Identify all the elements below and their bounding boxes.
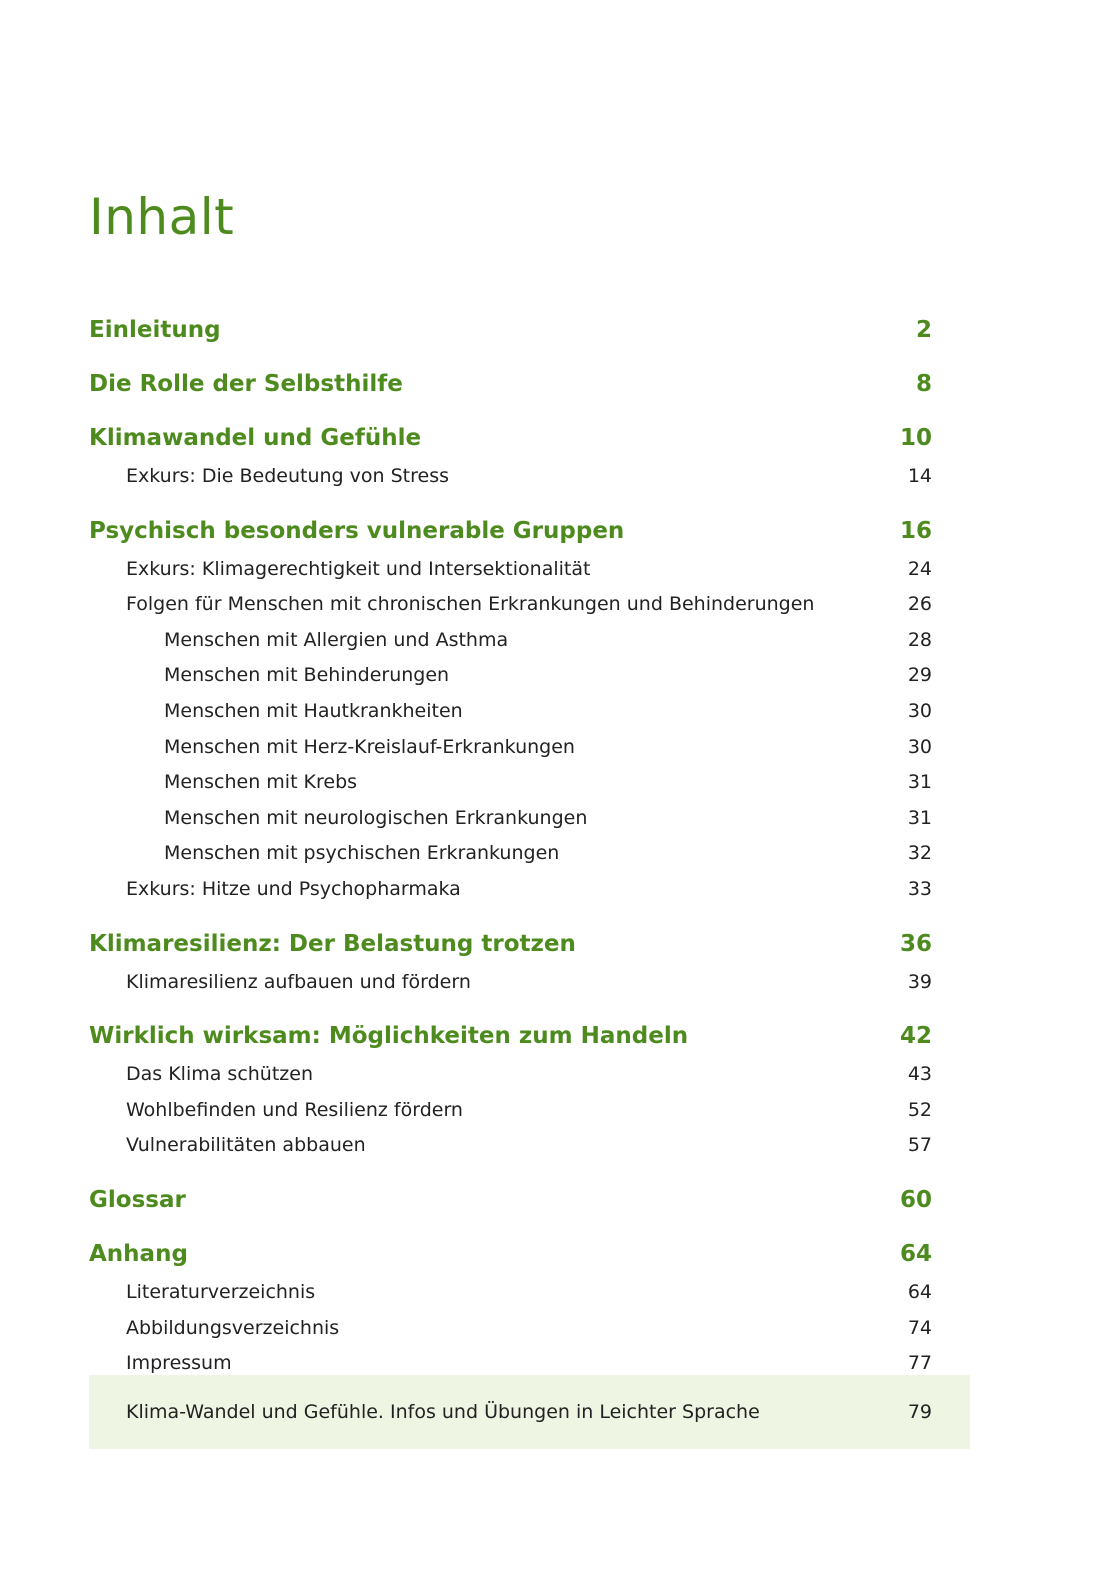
toc-subsubentry-neurologische-erkrankungen[interactable]: [89, 801, 932, 837]
page-title: Inhalt: [89, 188, 235, 246]
toc-entry-label: Literaturverzeichnis: [126, 1280, 316, 1303]
toc-entry-label: Exkurs: Die Bedeutung von Stress: [126, 465, 449, 487]
toc-entry-klimaresilienz[interactable]: [89, 927, 932, 962]
toc-entry-label: Menschen mit psychischen Erkrankungen: [164, 842, 560, 865]
toc-entry-label: Glossar: [89, 1186, 186, 1213]
toc-entry-page: 30: [907, 699, 932, 722]
toc-entry-page: 36: [899, 930, 932, 957]
toc-entry-page: 57: [907, 1134, 932, 1157]
toc-entry-page: 33: [907, 877, 932, 900]
toc-entry-label: Exkurs: Klimagerechtigkeit und Intersektionalität: [126, 557, 591, 580]
toc-entry-page: 28: [907, 628, 932, 651]
toc-entry-page: 31: [907, 806, 932, 829]
toc-entry-label: Klimaresilienz aufbauen und fördern: [126, 970, 471, 993]
toc-subsubentry-allergien-asthma[interactable]: [89, 623, 932, 659]
toc-entry-rolle-selbsthilfe[interactable]: [89, 367, 932, 402]
toc-subentry-abbildungsverzeichnis[interactable]: [89, 1311, 932, 1347]
toc-subentry-exkurs-stress[interactable]: [89, 459, 932, 495]
toc-subsubentry-herz-kreislauf[interactable]: [89, 730, 932, 766]
table-of-contents: [89, 313, 932, 1382]
toc-subsubentry-behinderungen[interactable]: [89, 658, 932, 694]
toc-entry-label: Die Rolle der Selbsthilfe: [89, 371, 403, 397]
toc-entry-page: 10: [899, 425, 932, 451]
toc-entry-klimawandel-gefuehle[interactable]: [89, 421, 932, 456]
toc-subentry-vulnerabilitaeten-abbauen[interactable]: [89, 1128, 932, 1164]
toc-entry-leichte-sprache[interactable]: [126, 1375, 932, 1449]
toc-subsubentry-hautkrankheiten[interactable]: [89, 694, 932, 730]
toc-entry-page: 16: [899, 517, 932, 544]
toc-entry-page: 42: [899, 1023, 932, 1050]
toc-subentry-klimaresilienz-aufbauen[interactable]: [89, 965, 932, 1001]
toc-entry-label: Exkurs: Hitze und Psychopharmaka: [126, 877, 461, 900]
toc-subentry-exkurs-hitze[interactable]: [89, 872, 932, 908]
toc-entry-label: Wirklich wirksam: Möglichkeiten zum Handeln: [89, 1023, 689, 1050]
toc-subentry-folgen-chronische-erkrankungen[interactable]: [89, 587, 932, 623]
toc-entry-label: Menschen mit Allergien und Asthma: [164, 628, 509, 651]
toc-entry-label: Anhang: [89, 1240, 188, 1267]
toc-subentry-klima-schuetzen[interactable]: [89, 1057, 932, 1093]
toc-entry-page: 64: [907, 1280, 932, 1303]
toc-entry-glossar[interactable]: [89, 1183, 932, 1218]
toc-entry-page: 14: [907, 465, 932, 487]
toc-entry-label: Psychisch besonders vulnerable Gruppen: [89, 517, 625, 544]
toc-entry-page: 74: [907, 1316, 932, 1339]
toc-entry-label: Einleitung: [89, 317, 221, 343]
toc-entry-anhang[interactable]: [89, 1237, 932, 1272]
toc-entry-page: 26: [907, 593, 932, 616]
toc-entry-vulnerable-gruppen[interactable]: [89, 514, 932, 549]
toc-entry-page: 32: [907, 842, 932, 865]
toc-entry-page: 52: [907, 1098, 932, 1121]
toc-entry-label: Abbildungsverzeichnis: [126, 1316, 340, 1339]
toc-entry-page: 29: [907, 664, 932, 687]
toc-entry-label: Klima-Wandel und Gefühle. Infos und Übungen in Leichter Sprache: [126, 1401, 760, 1423]
toc-entry-label: Menschen mit Hautkrankheiten: [164, 699, 463, 722]
toc-entry-page: 2: [915, 317, 932, 343]
toc-entry-page: 39: [907, 970, 932, 993]
toc-entry-label: Menschen mit Behinderungen: [164, 664, 450, 687]
toc-entry-label: Menschen mit Herz-Kreislauf-Erkrankungen: [164, 735, 575, 758]
toc-entry-label: Klimaresilienz: Der Belastung trotzen: [89, 930, 576, 957]
toc-entry-page: 64: [899, 1240, 932, 1267]
toc-entry-einleitung[interactable]: [89, 313, 932, 348]
toc-entry-label: Menschen mit neurologischen Erkrankungen: [164, 806, 588, 829]
toc-entry-label: Klimawandel und Gefühle: [89, 425, 422, 451]
toc-entry-page: 8: [915, 371, 932, 397]
toc-entry-page: 77: [907, 1352, 932, 1375]
toc-entry-label: Wohlbefinden und Resilienz fördern: [126, 1098, 463, 1121]
toc-entry-label: Folgen für Menschen mit chronischen Erkrankungen und Behinderungen: [126, 593, 815, 616]
toc-entry-label: Vulnerabilitäten abbauen: [126, 1134, 366, 1157]
toc-entry-label: Das Klima schützen: [126, 1063, 314, 1086]
toc-entry-wirklich-wirksam[interactable]: [89, 1019, 932, 1054]
toc-subsubentry-krebs[interactable]: [89, 765, 932, 801]
toc-subentry-literaturverzeichnis[interactable]: [89, 1275, 932, 1311]
toc-entry-page: 30: [907, 735, 932, 758]
toc-entry-label: Menschen mit Krebs: [164, 771, 358, 794]
toc-subentry-exkurs-klimagerechtigkeit[interactable]: [89, 552, 932, 588]
toc-entry-page: 24: [907, 557, 932, 580]
toc-subsubentry-psychische-erkrankungen[interactable]: [89, 836, 932, 872]
toc-subentry-wohlbefinden-resilienz[interactable]: [89, 1093, 932, 1129]
toc-entry-page: 43: [907, 1063, 932, 1086]
toc-entry-page: 31: [907, 771, 932, 794]
toc-entry-page: 79: [907, 1401, 932, 1423]
toc-entry-page: 60: [899, 1186, 932, 1213]
toc-entry-label: Impressum: [126, 1352, 232, 1375]
